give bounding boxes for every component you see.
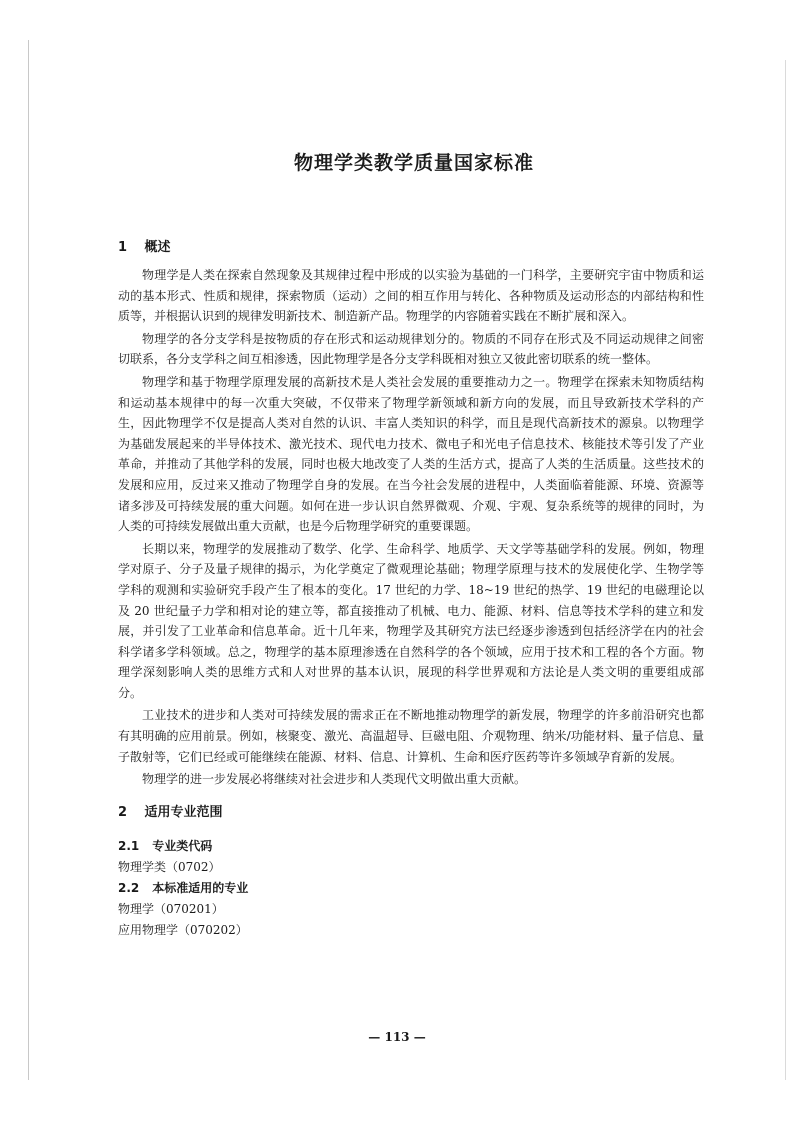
section-2-number: 2 — [118, 804, 128, 820]
paragraph-2: 物理学的各分支学科是按物质的存在形式和运动规律划分的。物质的不同存在形式及不同运动规律之间密切联系，各分支学科之间互相渗透，因此物理学是各分支学科既相对独立又彼此密切联系的统一整体。 — [118, 331, 704, 367]
section-2-title: 适用专业范围 — [144, 804, 223, 820]
section-1-title: 概述 — [144, 240, 171, 255]
subsection-2-1-title: 专业类代码 — [152, 838, 213, 853]
scan-edge-right — [785, 60, 786, 1080]
section-2-heading — [118, 802, 704, 824]
major-item-applied-physics: 应用物理学（070202） — [118, 922, 248, 937]
subsection-2-2-title: 本标准适用的专业 — [152, 880, 249, 895]
page-content — [118, 148, 704, 941]
section-1-heading — [118, 237, 704, 259]
page-number: — 113 — — [368, 1030, 426, 1044]
paragraph-1: 物理学是人类在探索自然现象及其规律过程中形成的以实验为基础的一门科学，主要研究宇宙中物质和运动的基本形式、性质和规律，探索物质（运动）之间的相互作用与转化、各种物质及运动形态的内部结构和性质等，并根据认识到的规律发明新技术、制造新产品。物理学的内容随着实践在不断扩展和深入。 — [118, 268, 704, 324]
paragraph-3: 物理学和基于物理学原理发展的高新技术是人类社会发展的重要推动力之一。物理学在探索未知物质结构和运动基本规律中的每一次重大突破，不仅带来了物理学新领域和新方向的发展，而且导致新技术学科的产生，因此物理学不仅是提高人类对自然的认识、丰富人类知识的科学，而且是现代高新技术的源泉。以物理学为基础发展起来的半导体技术、激光技术、现代电力技术、微电子和光电子信息技术、核能技术等引发了产业革命，并推动了其他学科的发展，同时也极大地改变了人类的生活方式，提高了人类的生活质量。这些技术的发展和应用，反过来又推动了物理学自身的发展。在当今社会发展的进程中，人类面临着能源、环境、资源等诸多涉及可持续发展的重大问题。如何在进一步认识自然界微观、介观、宇观、复杂系统等的规律的同时，为人类的可持续发展做出重大贡献，也是今后物理学研究的重要课题。 — [118, 374, 704, 534]
paragraph-4: 长期以来，物理学的发展推动了数学、化学、生命科学、地质学、天文学等基础学科的发展。例如，物理学对原子、分子及量子规律的揭示，为化学奠定了微观理论基础；物理学原理与技术的发展使化学、生物学等学科的观测和实验研究手段产生了根本的变化。17 世纪的力学、18~19 世纪的热学、19 世纪的电磁理论以及 20 世纪量子力学和相对论的建立等，都直接推动了机械、电力、能源、材料、信息等技术学科的建立和发展，并引发了工业革命和信息革命。近十几年来，物理学及其研究方法已经逐步渗透到包括经济学在内的社会科学诸多学科领域。总之，物理学的基本原理渗透在自然科学的各个领域，应用于技术和工程的各个方面。物理学深刻影响人类的思维方式和人对世界的基本认识，展现的科学世界观和方法论是人类文明的重要组成部分。 — [118, 541, 704, 700]
subsection-2-1-heading — [118, 836, 704, 857]
paragraph-6: 物理学的进一步发展必将继续对社会进步和人类现代文明做出重大贡献。 — [142, 772, 527, 787]
major-item-physics: 物理学（070201） — [118, 901, 224, 916]
subsection-2-2-heading — [118, 878, 704, 899]
section-1-number: 1 — [118, 240, 128, 255]
subsection-2-2-number: 2.2 — [118, 880, 140, 895]
scan-edge-left — [28, 40, 29, 1080]
paragraph-5: 工业技术的进步和人类对可持续发展的需求正在不断地推动物理学的新发展，物理学的许多前沿研究也都有其明确的应用前景。例如，核聚变、激光、高温超导、巨磁电阻、介观物理、纳米/功能材料、量子信息、量子散射等，它们已经或可能继续在能源、材料、信息、计算机、生命和医疗医药等许多领域孕育新的发展。 — [118, 708, 704, 764]
subsection-2-1-number: 2.1 — [118, 838, 140, 853]
page-title: 物理学类教学质量国家标准 — [293, 152, 534, 174]
major-category-code: 物理学类（0702） — [118, 859, 221, 874]
